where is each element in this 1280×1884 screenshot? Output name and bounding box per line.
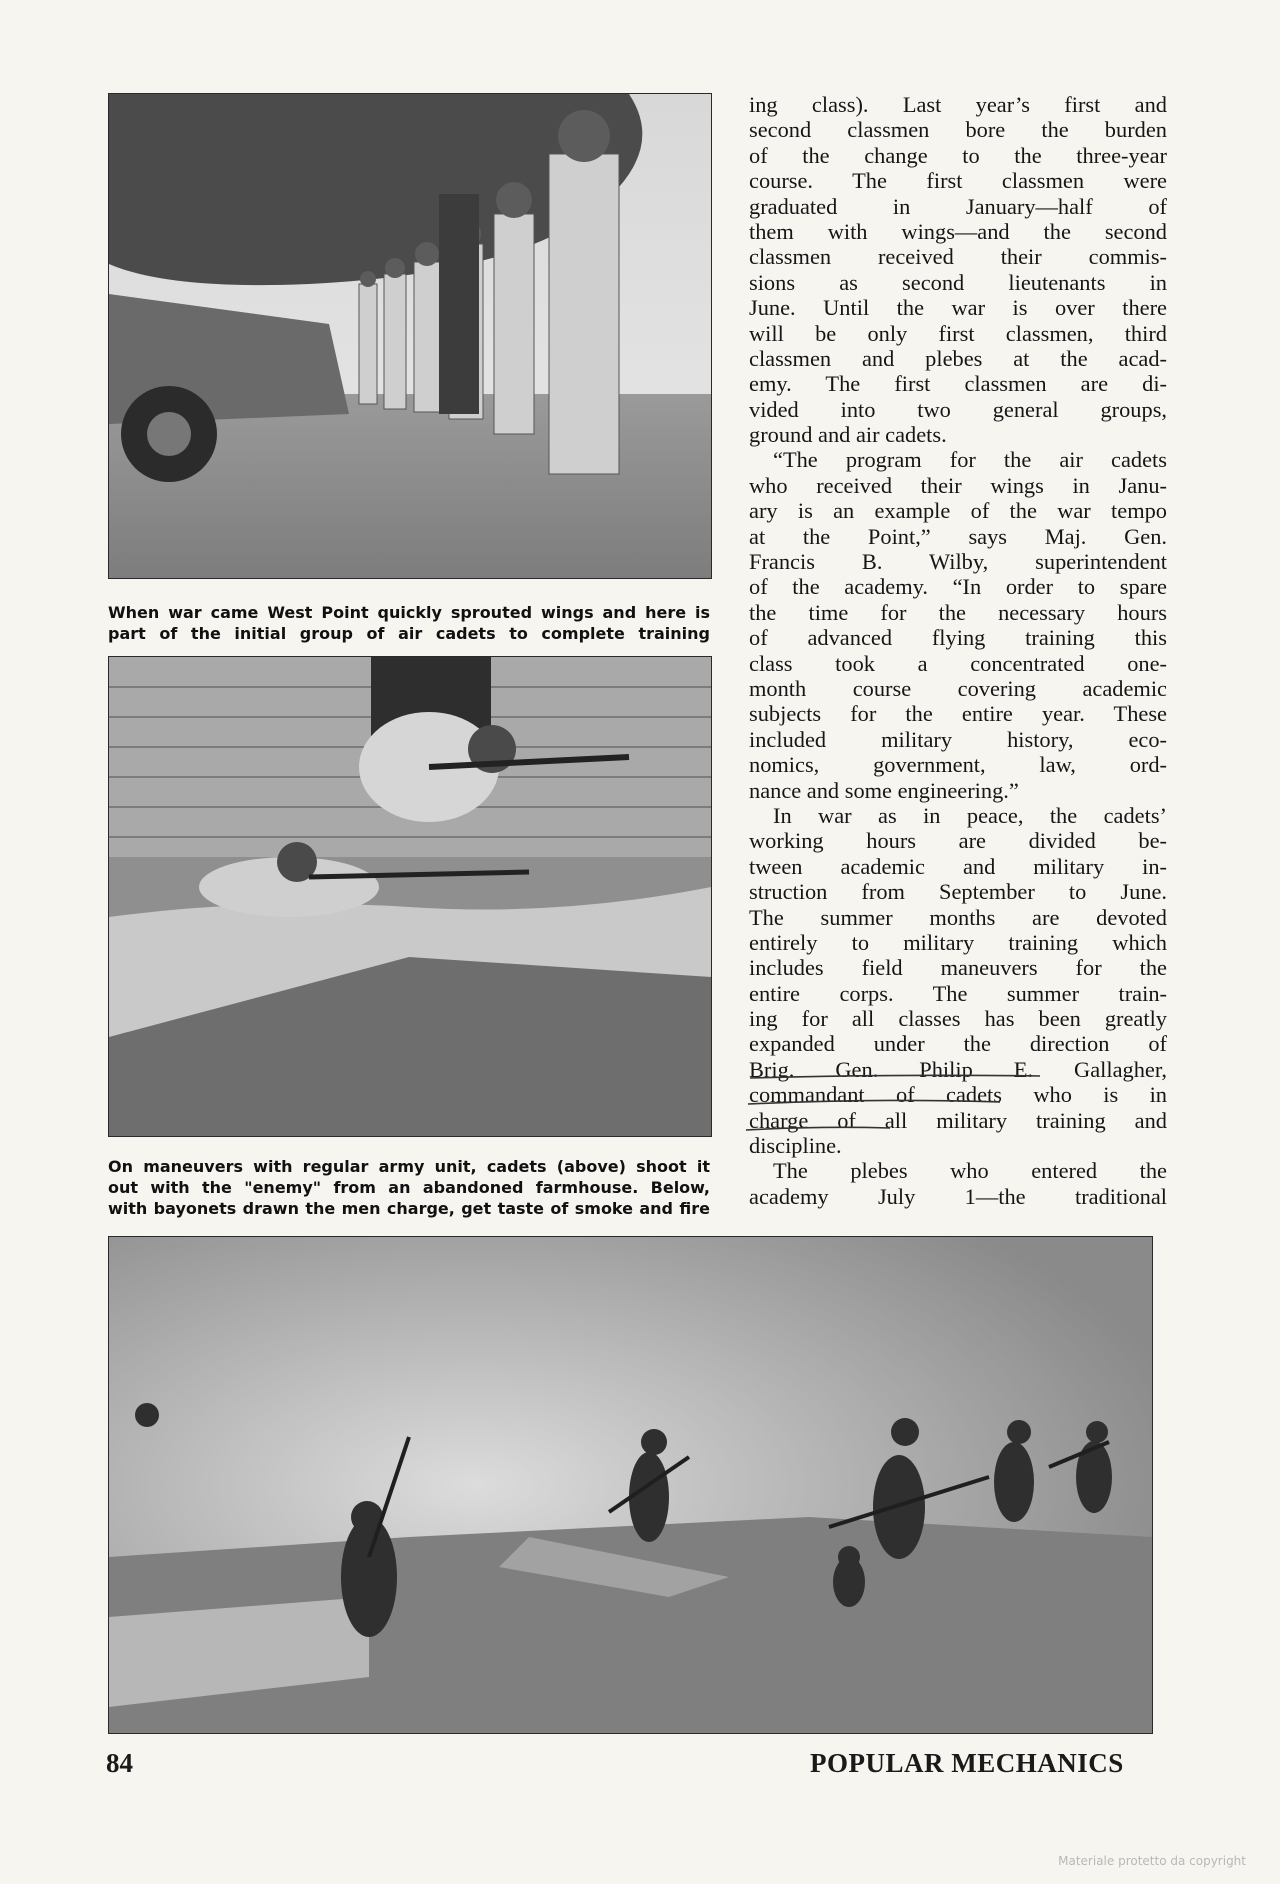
caption-air-cadets xyxy=(108,602,710,644)
body-line: included military history, eco- xyxy=(749,726,1167,752)
body-line: charge of all military training and xyxy=(749,1107,1167,1133)
photo-air-cadets-art xyxy=(109,94,711,578)
page-number: 84 xyxy=(106,1748,133,1778)
body-line: Francis B. Wilby, superintendent xyxy=(749,549,1167,575)
photo-bayonet-charge xyxy=(108,1236,1153,1734)
caption-maneuvers-line: out with the "enemy" from an abandoned farmhouse. Below, xyxy=(108,1178,710,1197)
body-line: academy July 1—the traditional xyxy=(749,1183,1167,1209)
body-line: of the change to the three-year xyxy=(749,142,1167,168)
body-line: them with wings—and the second xyxy=(749,218,1167,244)
body-line: entire corps. The summer train- xyxy=(749,980,1167,1006)
article-body xyxy=(749,92,1167,1209)
body-line: working hours are divided be- xyxy=(749,828,1167,854)
body-line: of the academy. “In order to spare xyxy=(749,574,1167,600)
body-line: expanded under the direction of xyxy=(749,1031,1167,1057)
body-line: vided into two general groups, xyxy=(749,396,1167,422)
body-line: ing for all classes has been greatly xyxy=(749,1006,1167,1032)
photo-farmhouse xyxy=(108,656,712,1137)
body-line: discipline. xyxy=(749,1133,842,1159)
body-line: classmen and plebes at the acad- xyxy=(749,345,1167,371)
body-line: ing class). Last year’s first and xyxy=(749,92,1167,117)
body-line: tween academic and military in- xyxy=(749,853,1167,879)
body-line: at the Point,” says Maj. Gen. xyxy=(749,523,1167,549)
pencil-underline-marks xyxy=(740,1070,1160,1150)
body-line: the time for the necessary hours xyxy=(749,599,1167,625)
body-line: month course covering academic xyxy=(749,675,1167,701)
body-line: Brig. Gen. Philip E. Gallagher, xyxy=(749,1056,1167,1082)
caption-air-cadets-line: part of the initial group of air cadets to complete training xyxy=(108,624,710,643)
body-line: who received their wings in Janu- xyxy=(749,472,1167,498)
body-line: sions as second lieutenants in xyxy=(749,269,1167,295)
copyright-watermark: Materiale protetto da copyright xyxy=(1058,1854,1246,1868)
body-line: of advanced flying training this xyxy=(749,625,1167,651)
body-line: ary is an example of the war tempo xyxy=(749,498,1167,524)
caption-air-cadets-line: When war came West Point quickly sprouted wings and here is xyxy=(108,603,710,622)
magazine-title: POPULAR MECHANICS xyxy=(810,1748,1124,1778)
photo-farmhouse-art xyxy=(109,657,711,1136)
body-line: The plebes who entered the xyxy=(773,1158,1167,1184)
body-line: will be only first classmen, third xyxy=(749,320,1167,346)
body-line: course. The first classmen were xyxy=(749,168,1167,194)
body-line: The summer months are devoted xyxy=(749,904,1167,930)
photo-bayonet-charge-art xyxy=(109,1237,1152,1733)
caption-maneuvers-line: with bayonets drawn the men charge, get taste of smoke and fire xyxy=(108,1199,710,1218)
body-line: classmen received their commis- xyxy=(749,244,1167,270)
body-line: subjects for the entire year. These xyxy=(749,701,1167,727)
body-line: includes field maneuvers for the xyxy=(749,955,1167,981)
body-line: nance and some engineering.” xyxy=(749,777,1019,803)
caption-maneuvers-line: On maneuvers with regular army unit, cadets (above) shoot it xyxy=(108,1157,710,1176)
caption-maneuvers xyxy=(108,1156,710,1219)
body-line: entirely to military training which xyxy=(749,929,1167,955)
body-line: graduated in January—half of xyxy=(749,193,1167,219)
body-line: nomics, government, law, ord- xyxy=(749,752,1167,778)
body-line: emy. The first classmen are di- xyxy=(749,371,1167,397)
body-line: commandant of cadets who is in xyxy=(749,1082,1167,1108)
body-line: struction from September to June. xyxy=(749,879,1167,905)
body-line: second classmen bore the burden xyxy=(749,117,1167,143)
photo-air-cadets xyxy=(108,93,712,579)
body-line: class took a concentrated one- xyxy=(749,650,1167,676)
body-line: ground and air cadets. xyxy=(749,422,947,448)
body-line: June. Until the war is over there xyxy=(749,295,1167,321)
body-line: In war as in peace, the cadets’ xyxy=(773,802,1167,828)
body-line: “The program for the air cadets xyxy=(773,447,1167,473)
